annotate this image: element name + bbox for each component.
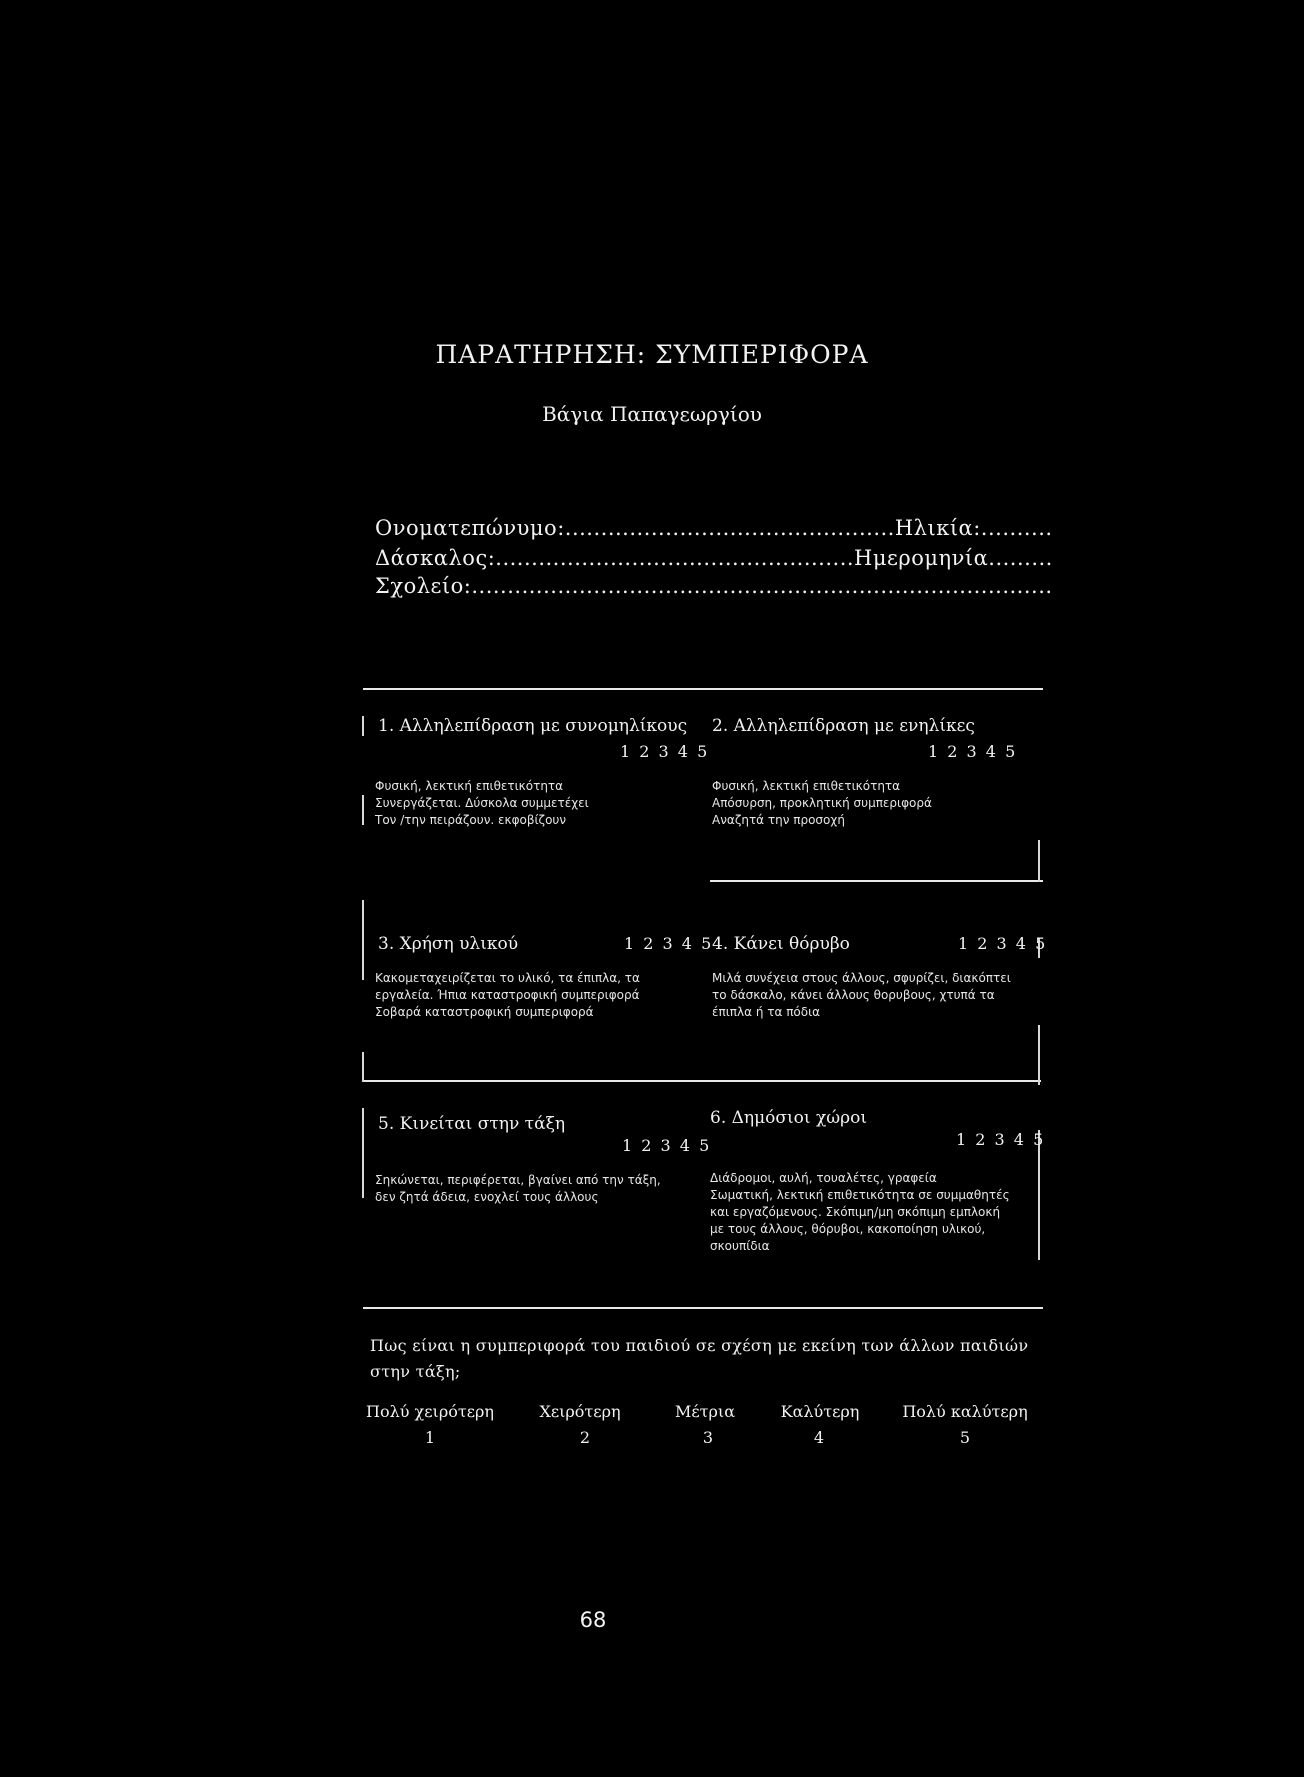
section-6-line: Σωματική, λεκτική επιθετικότητα σε συμμαθητές [710,1188,1010,1202]
section-2-line: Απόσυρση, προκλητική συμπεριφορά [712,796,932,810]
row1-divider-right [710,880,1043,882]
row2-divider [363,1080,1041,1082]
section-6-description [710,1170,1035,1255]
section-6-title: 6. Δημόσιοι χώροι [710,1108,868,1128]
section-6-scale: 1 2 3 4 5 [956,1130,1046,1149]
author-name: Βάγια Παπαγεωργίου [542,402,762,426]
section-4-line: έπιπλα ή τα πόδια [712,1005,821,1019]
left-border-seg5 [362,1108,364,1198]
option-value: 2 [579,1428,591,1447]
info-line-school: Σχολείο:................................................................................. [375,574,1053,598]
section-3-line: εργαλεία. Ήπια καταστροφική συμπεριφορά [375,988,640,1002]
section-1-description [375,778,695,829]
section-6-line: με τους άλλους, θόρυβοι, κακοποίηση υλικού, [710,1222,986,1236]
info-line-name-age: Ονοματεπώνυμο:..............................................Ηλικία:.......... [375,516,1053,540]
section-2-scale: 1 2 3 4 5 [928,742,1018,761]
left-border-seg4 [362,1052,364,1082]
section-1-line: Συνεργάζεται. Δύσκολα συμμετέχει [375,796,589,810]
right-border-seg3 [1038,1025,1040,1085]
section-1-line: Τον /την πειράζουν. εκφοβίζουν [375,813,567,827]
section-2-line: Αναζητά την προσοχή [712,813,845,827]
section-3-description [375,970,705,1021]
table-bottom-border [363,1307,1043,1309]
section-4-description [712,970,1037,1021]
section-4-line: Μιλά συνέχεια στους άλλους, σφυρίζει, διακόπτει [712,971,1011,985]
section-6-line: και εργαζόμενους. Σκόπιμη/μη σκόπιμη εμπλοκή [710,1205,1001,1219]
left-border-seg2 [362,795,364,825]
option-label: Πολύ χειρότερη [366,1402,494,1421]
section-4-scale: 1 2 3 4 5 [958,934,1048,953]
option-value: 5 [959,1428,971,1447]
section-5-title: 5. Κινείται στην τάξη [378,1114,566,1134]
section-6-line: Διάδρομοι, αυλή, τουαλέτες, γραφεία [710,1171,937,1185]
section-2-title: 2. Αλληλεπίδραση με ενηλίκες [712,716,975,736]
section-2-line: Φυσική, λεκτική επιθετικότητα [712,779,901,793]
info-line-teacher-date: Δάσκαλος:..................................................Ημερομηνία......... [375,546,1053,570]
section-1-scale: 1 2 3 4 5 [620,742,710,761]
section-3-title: 3. Χρήση υλικού [378,934,519,954]
section-3-line: Κακομεταχειρίζεται το υλικό, τα έπιπλα, τα [375,971,640,985]
option-label: Καλύτερη [780,1402,860,1421]
option-value: 3 [702,1428,714,1447]
table-top-border [363,688,1043,690]
section-4-line: το δάσκαλο, κάνει άλλους θορυβους, χτυπά τα [712,988,995,1002]
section-5-line: Σηκώνεται, περιφέρεται, βγαίνει από την τάξη, [375,1173,661,1187]
option-label: Πολύ καλύτερη [902,1402,1028,1421]
option-label: Χειρότερη [539,1402,621,1421]
option-value: 4 [813,1428,825,1447]
left-border-seg3 [362,900,364,980]
section-6-line: σκουπίδια [710,1239,770,1253]
section-5-scale: 1 2 3 4 5 [622,1136,712,1155]
section-5-line: δεν ζητά άδεια, ενοχλεί τους άλλους [375,1190,599,1204]
page-title: ΠΑΡΑΤΗΡΗΣΗ: ΣΥΜΠΕΡΙΦΟΡΑ [435,340,869,369]
left-border-seg1 [362,716,364,736]
section-3-scale: 1 2 3 4 5 [624,934,714,953]
section-3-line: Σοβαρά καταστροφική συμπεριφορά [375,1005,594,1019]
comparison-question: Πως είναι η συμπεριφορά του παιδιού σε σχέση με εκείνη των άλλων παιδιών στην τάξη; [370,1336,1029,1381]
option-value: 1 [424,1428,436,1447]
section-4-title: 4. Κάνει θόρυβο [712,934,850,954]
section-1-title: 1. Αλληλεπίδραση με συνομηλίκους [378,716,688,736]
section-5-description [375,1172,705,1206]
option-label: Μέτρια [674,1402,735,1421]
right-border-seg1 [1038,840,1040,882]
right-border-seg4 [1038,1130,1040,1260]
section-2-description [712,778,1032,829]
page-number: 68 [579,1608,607,1632]
section-1-line: Φυσική, λεκτική επιθετικότητα [375,779,564,793]
